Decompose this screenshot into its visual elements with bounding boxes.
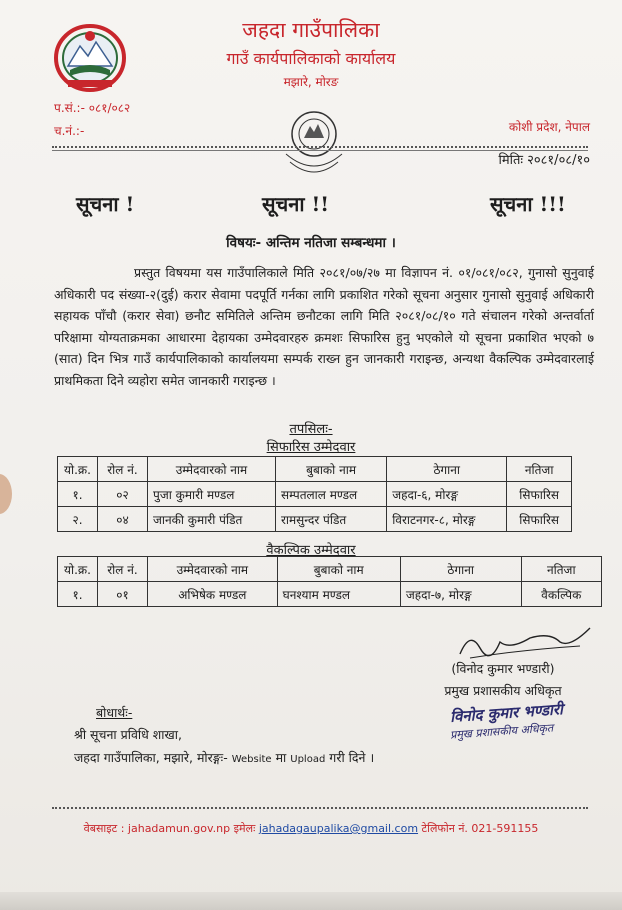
signature-stamp-name: विनोद कुमार भण्डारी	[449, 700, 564, 726]
cell-roll: ०१	[98, 582, 148, 607]
cc-line-2-mid: मा	[275, 750, 287, 765]
cell-result: सिफारिस	[507, 507, 572, 532]
cell-father-name: घनश्याम मण्डल	[277, 582, 400, 607]
cc-line-1: श्री सूचना प्रविधि शाखा,	[74, 727, 182, 742]
cell-address: विराटनगर-८, मोरङ्ग	[387, 507, 507, 532]
cell-serial: २.	[58, 507, 98, 532]
cell-address: जहदा-७, मोरङ्ग	[400, 582, 521, 607]
notice-subject: विषयः- अन्तिम नतिजा सम्बन्धमा ।	[226, 235, 396, 251]
notice-heading-1: सूचना !	[76, 192, 135, 216]
cc-label: बोधार्थः-	[96, 705, 133, 720]
signatory-designation: प्रमुख प्रशासकीय अधिकृत	[444, 683, 562, 698]
office-address: मझारे, मोरङ	[283, 75, 339, 89]
cell-father-name: सम्पतलाल मण्डल	[275, 482, 386, 507]
thumb-edge	[0, 474, 12, 514]
org-name: जहदा गाउँपालिका	[242, 18, 380, 42]
cell-candidate-name: जानकी कुमारी पंडित	[148, 507, 276, 532]
cc-website-word: Website	[231, 754, 272, 765]
reference-number: प.सं.:- ०८१/०८२	[54, 101, 131, 115]
cell-serial: १.	[58, 582, 98, 607]
cell-address: जहदा-६, मोरङ्ग	[387, 482, 507, 507]
col-address: ठेगाना	[400, 557, 521, 582]
notice-date: मितिः २०८१/०८/१०	[498, 153, 590, 168]
details-label: तपसिलः-	[289, 422, 333, 437]
col-father-name: बुबाको नाम	[275, 457, 386, 482]
col-result: नतिजा	[521, 557, 602, 582]
recommended-heading: सिफारिस उम्मेदवार	[266, 440, 356, 455]
footer-contact	[0, 821, 622, 836]
cell-result: वैकल्पिक	[521, 582, 602, 607]
province-label: कोशी प्रदेश, नेपाल	[508, 120, 590, 134]
footer-email-label: इमेलः	[233, 822, 256, 835]
col-result: नतिजा	[507, 457, 572, 482]
cc-line-2	[74, 749, 374, 766]
header-divider	[52, 146, 588, 148]
table-header-row	[58, 557, 602, 582]
col-roll: रोल नं.	[98, 557, 148, 582]
footer-email-link[interactable]: jahadagaupalika@gmail.com	[258, 822, 419, 835]
cc-upload-word: Upload	[290, 754, 326, 765]
alternate-table	[57, 556, 602, 607]
signatory-name: (विनोद कुमार भण्डारी)	[451, 661, 555, 676]
table-header-row	[58, 457, 572, 482]
cell-roll: ०२	[98, 482, 148, 507]
cc-line-2-prefix: जहदा गाउँपालिका, मझारे, मोरङ्गः-	[74, 750, 228, 765]
notice-body	[54, 262, 594, 391]
alternate-heading: वैकल्पिक उम्मेदवार	[266, 543, 356, 558]
footer-divider	[52, 807, 588, 809]
table-row	[58, 507, 572, 532]
cell-serial: १.	[58, 482, 98, 507]
col-candidate-name: उम्मेदवारको नाम	[148, 457, 276, 482]
col-serial: यो.क्र.	[58, 557, 98, 582]
footer-website: वेबसाइट : jahadamun.gov.np	[83, 822, 231, 835]
cc-line-2-suffix: गरी दिने ।	[329, 750, 375, 765]
table-row	[58, 582, 602, 607]
bottom-edge	[0, 892, 622, 910]
cell-roll: ०४	[98, 507, 148, 532]
signature-stamp-designation: प्रमुख प्रशासकीय अधिकृत	[449, 721, 554, 742]
col-address: ठेगाना	[387, 457, 507, 482]
notice-heading-3: सूचना !!!	[490, 192, 566, 216]
office-stamp-seal	[278, 102, 350, 180]
notice-body-text: प्रस्तुत विषयमा यस गाउँपालिकाले मिति २०८१/०७/२७ मा विज्ञापन नं. ०१/०८१/०८२, गुनासो सुनुवाई अधिकारी पद संख्या-२(दुई) करार सेवामा पदपूर्ति गर्नका लागि प्रकाशित गरेको सूचना अनुसार गुनासो सुनुवाई अधिकारी सहायक पाँचौ (करार सेवा) छनौट समितिले अन्तिम छनौटका लागि मिति २०८१/०८/१० गते संचालन गरेको अन्तर्वार्ता परिक्षामा योग्यताक्रमका आधारमा देहायका उम्मेदवारहरु क्रमशः सिफारिस हुनु भएकोले यो सूचना प्रकाशित भएको ७ (सात) दिन भित्र गाउँ कार्यपालिकाको कार्यालयमा सम्पर्क राख्न हुन जानकारी गराइन्छ, अन्यथा वैकल्पिक उम्मेदवारलाई प्राथमिकता दिने व्यहोरा समेत जानकारी गराइन्छ ।	[54, 265, 594, 388]
cell-result: सिफारिस	[507, 482, 572, 507]
footer-phone: टेलिफोन नं. 021-591155	[421, 822, 539, 835]
notice-heading-2: सूचना !!	[262, 192, 330, 216]
cell-candidate-name: अभिषेक मण्डल	[148, 582, 278, 607]
cell-father-name: रामसुन्दर पंडित	[275, 507, 386, 532]
office-name: गाउँ कार्यपालिकाको कार्यालय	[226, 49, 396, 68]
col-roll: रोल नं.	[98, 457, 148, 482]
col-father-name: बुबाको नाम	[277, 557, 400, 582]
cell-candidate-name: पुजा कुमारी मण्डल	[148, 482, 276, 507]
col-candidate-name: उम्मेदवारको नाम	[148, 557, 278, 582]
table-row	[58, 482, 572, 507]
recommended-table	[57, 456, 572, 532]
col-serial: यो.क्र.	[58, 457, 98, 482]
dispatch-number: च.नं.:-	[54, 124, 85, 138]
